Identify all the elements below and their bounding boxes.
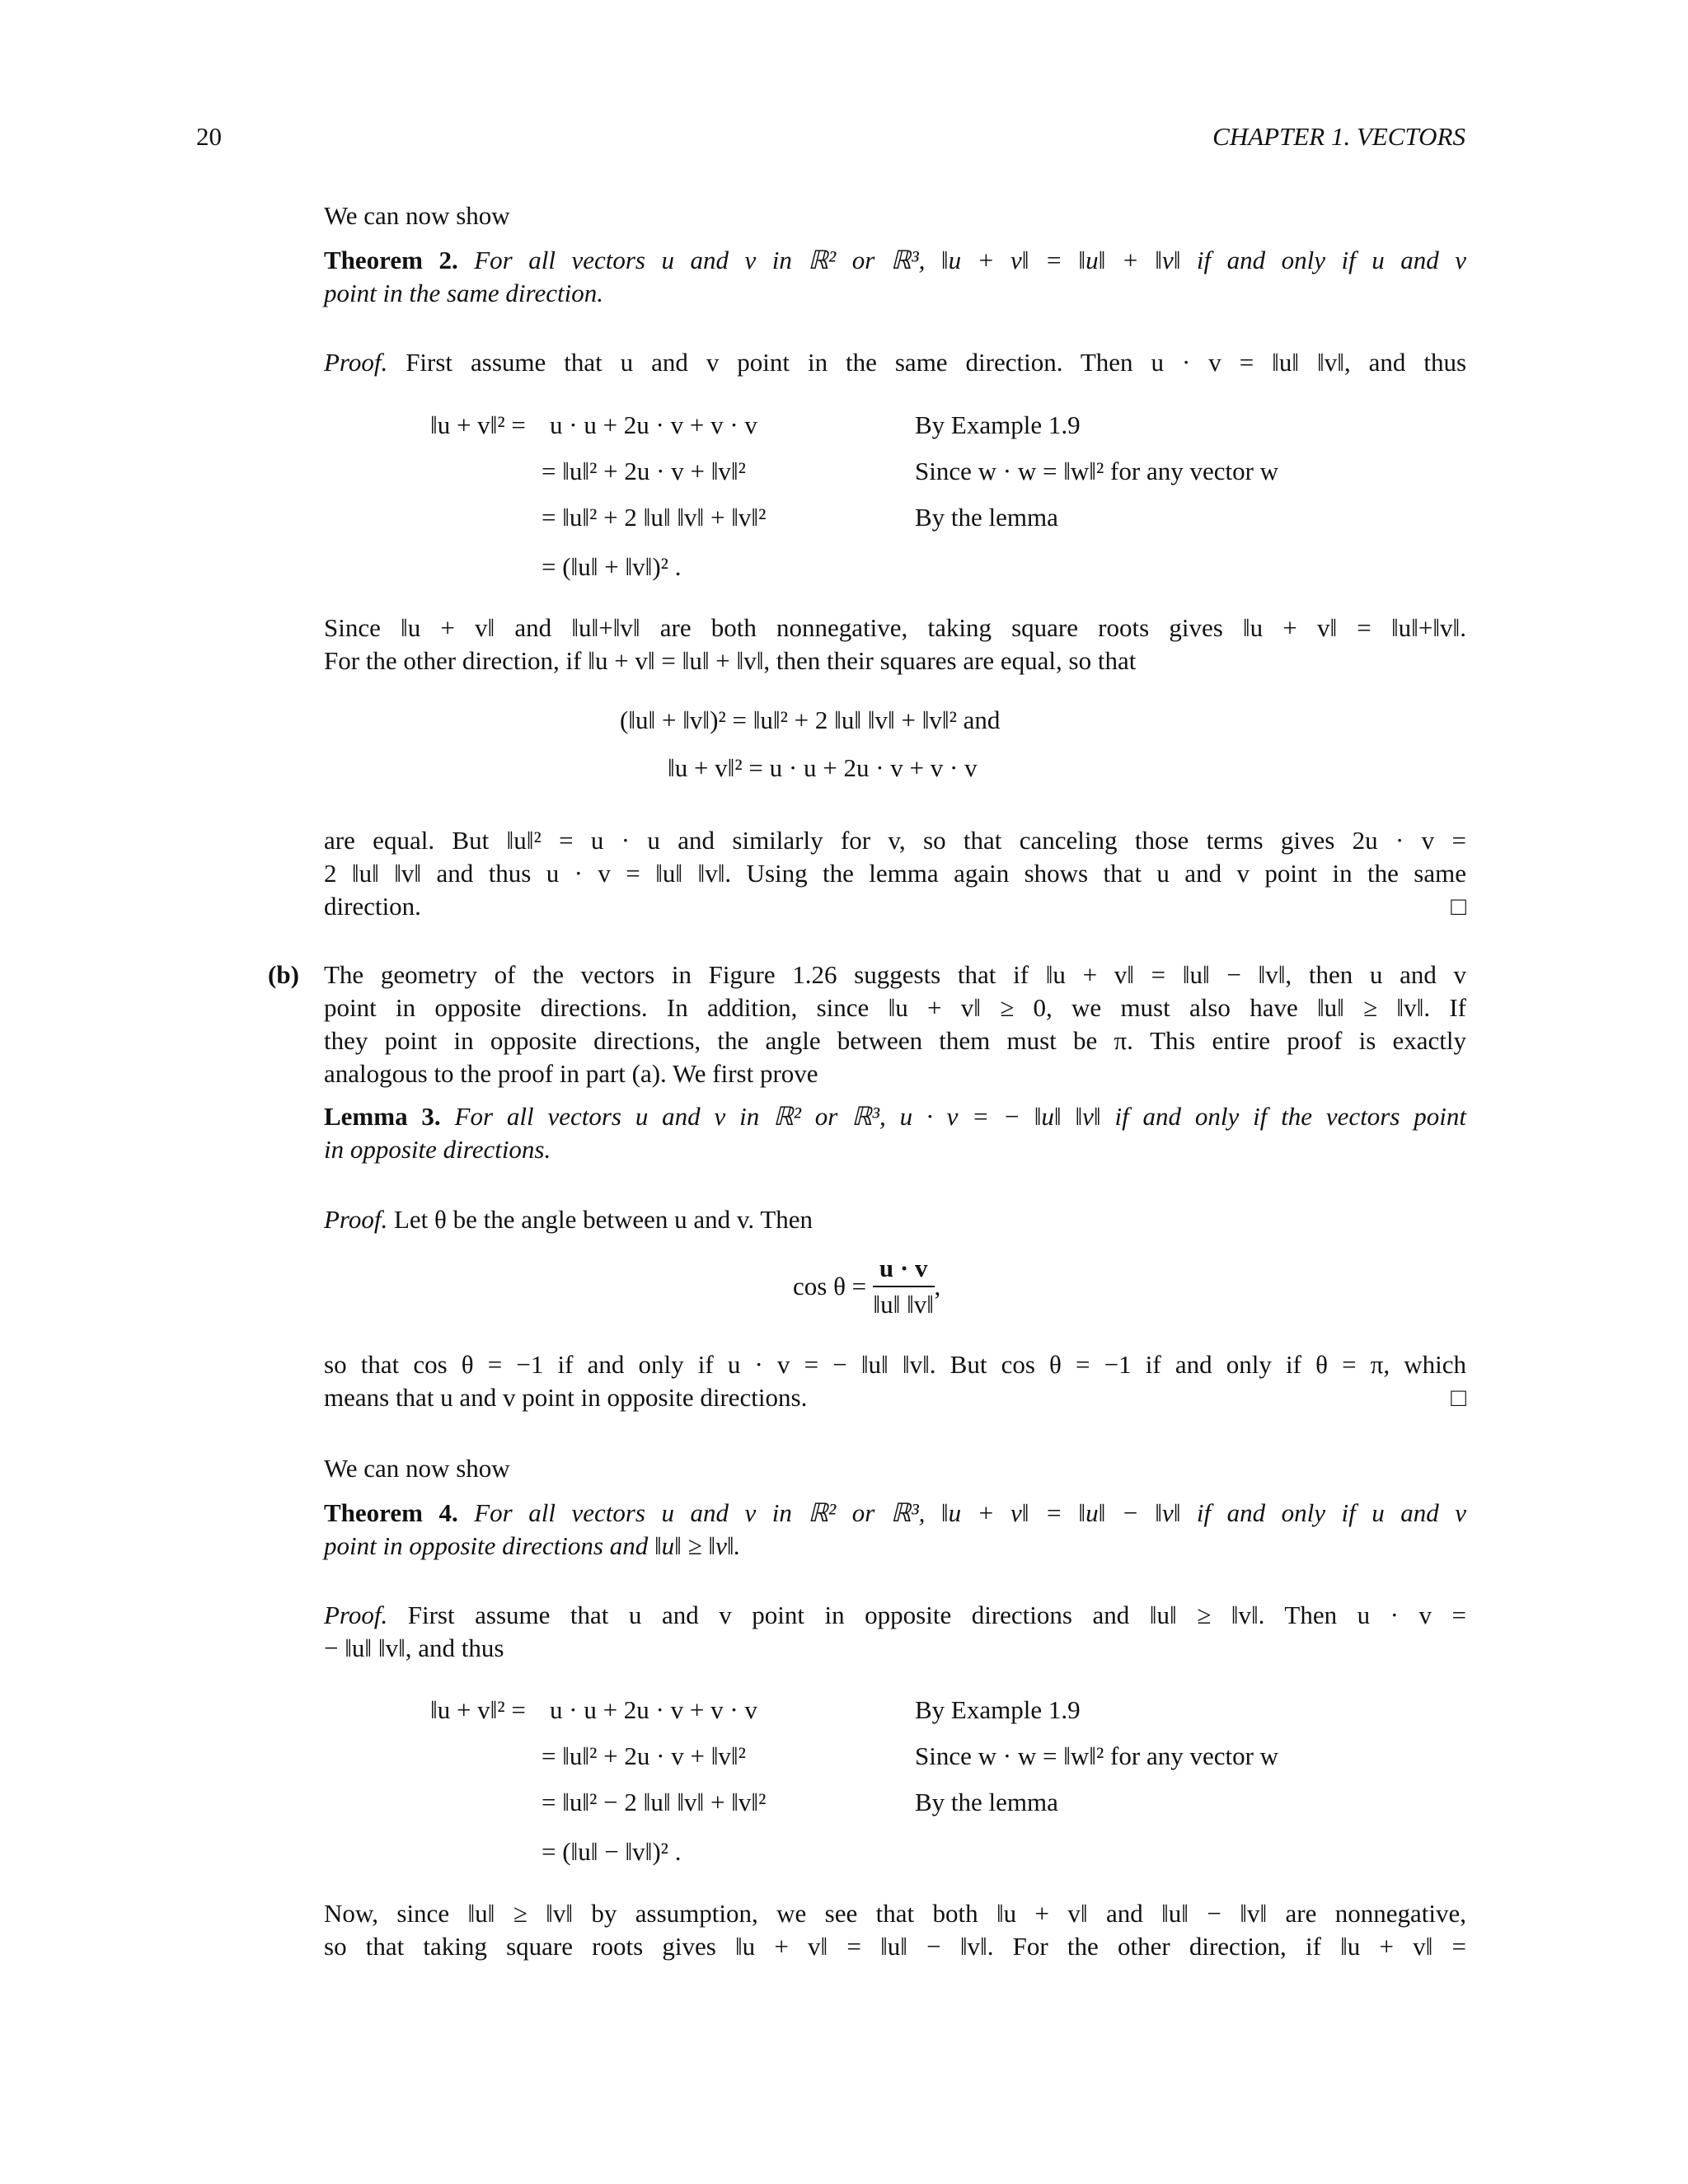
cosine-formula (793, 1253, 940, 1320)
lemma-proof-body (324, 1348, 1466, 1414)
theorem-statement-cont: point in the same direction. (324, 279, 603, 307)
derivation-rhs: = ‖u‖² + 2 ‖u‖ ‖v‖ + ‖v‖² (542, 503, 767, 532)
theorem-4 (324, 1497, 1466, 1563)
theorem-2 (324, 244, 1466, 310)
proof-paragraph (324, 824, 1466, 923)
page-header (196, 120, 1465, 157)
fraction-tail: , (934, 1272, 941, 1301)
theorem-label: Theorem 2. (324, 246, 458, 274)
proof-last-line (324, 890, 1466, 923)
derivation-reason: By the lemma (915, 1788, 1058, 1816)
derivation-reason: Since w · w = ‖w‖² for any vector w (915, 457, 1279, 485)
theorem-statement-cont: point in opposite directions and ‖u‖ ≥ ‖v‖. (324, 1531, 741, 1560)
qed-symbol: □ (1451, 1383, 1466, 1412)
lemma-3 (324, 1100, 1466, 1166)
display-equation: ‖u + v‖² = u · u + 2u · v + v · v (668, 753, 978, 782)
proof-line: Now, since ‖u‖ ≥ ‖v‖ by assumption, we see that both ‖u + v‖ and ‖u‖ − ‖v‖ are nonnegative, (324, 1899, 1466, 1928)
fraction (873, 1253, 935, 1320)
intro-text: We can now show (324, 1454, 510, 1483)
derivation-rhs: = (‖u‖ − ‖v‖)² . (542, 1837, 682, 1866)
proof-line (324, 346, 1466, 379)
proof-last-line (324, 1381, 1466, 1414)
derivation-lhs: ‖u + v‖² = (430, 1695, 526, 1724)
proof-line: are equal. But ‖u‖² = u · u and similarly for v, so that canceling those terms gives 2u · v = (324, 826, 1466, 855)
theorem-statement: For all vectors u and v in ℝ² or ℝ³, ‖u + v‖ = ‖u‖ + ‖v‖ if and only if u and v (474, 246, 1467, 274)
part-label: (b) (268, 960, 299, 989)
derivation-rhs: = ‖u‖² + 2u · v + ‖v‖² (542, 457, 746, 485)
proof-label: Proof. (324, 348, 388, 377)
proof-line: 2 ‖u‖ ‖v‖ and thus u · v = ‖u‖ ‖v‖. Using the lemma again shows that u and v point in the same (324, 859, 1466, 888)
fraction-denominator: ‖u‖ ‖v‖ (873, 1290, 934, 1319)
proof-line: − ‖u‖ ‖v‖, and thus (324, 1633, 504, 1662)
proof-label: Proof. (324, 1601, 388, 1629)
proof-text: First assume that u and v point in opposite directions and ‖u‖ ≥ ‖v‖. Then u · v = (407, 1601, 1466, 1629)
derivation-lhs: ‖u + v‖² = (430, 410, 526, 439)
proof-label: Proof. (324, 1205, 388, 1234)
lemma-label: Lemma 3. (324, 1102, 441, 1131)
fraction-numerator: u · v (873, 1253, 935, 1287)
derivation-rhs: = ‖u‖² + 2u · v + ‖v‖² (542, 1741, 746, 1770)
theorem-label: Theorem 4. (324, 1498, 458, 1527)
display-equation: (‖u‖ + ‖v‖)² = ‖u‖² + 2 ‖u‖ ‖v‖ + ‖v‖² and (620, 705, 1001, 734)
derivation-1 (430, 409, 1419, 607)
derivation-reason: Since w · w = ‖w‖² for any vector w (915, 1741, 1279, 1770)
part-b-line: they point in opposite directions, the angle between them must be π. This entire proof is exactly (324, 1026, 1466, 1055)
proof-text: direction. (324, 892, 421, 921)
proof-text: Let θ be the angle between u and v. Then (393, 1205, 814, 1234)
lemma-proof (324, 1203, 1466, 1236)
lemma-statement: For all vectors u and v in ℝ² or ℝ³, u · v = − ‖u‖ ‖v‖ if and only if the vectors point (454, 1102, 1467, 1131)
derivation-reason: By Example 1.9 (915, 410, 1081, 439)
part-b-line: analogous to the proof in part (a). We first prove (324, 1059, 818, 1088)
proof-line: For the other direction, if ‖u + v‖ = ‖u‖ + ‖v‖, then their squares are equal, so that (324, 646, 1137, 675)
proof-paragraph (324, 612, 1466, 677)
proof-4 (324, 1599, 1466, 1665)
derivation-reason: By Example 1.9 (915, 1695, 1081, 1724)
cosine-lhs: cos θ = (793, 1272, 867, 1301)
theorem-statement: For all vectors u and v in ℝ² or ℝ³, ‖u + v‖ = ‖u‖ − ‖v‖ if and only if u and v (474, 1498, 1467, 1527)
part-b-line: point in opposite directions. In addition, since ‖u + v‖ ≥ 0, we must also have ‖u‖ ≥ ‖v‖. If (324, 993, 1466, 1022)
proof-line: so that cos θ = −1 if and only if u · v = − ‖u‖ ‖v‖. But cos θ = −1 if and only if θ = π, which (324, 1350, 1466, 1379)
intro-text: We can now show (324, 201, 510, 230)
lemma-statement-cont: in opposite directions. (324, 1135, 551, 1164)
part-b-line: The geometry of the vectors in Figure 1.26 suggests that if ‖u + v‖ = ‖u‖ − ‖v‖, then u and v (324, 960, 1466, 989)
proof-line: so that taking square roots gives ‖u + v‖ = ‖u‖ − ‖v‖. For the other direction, if ‖u + v‖ = (324, 1932, 1466, 1961)
derivation-rhs: = (‖u‖ + ‖v‖)² . (542, 552, 682, 581)
derivation-reason: By the lemma (915, 503, 1058, 532)
proof-text: First assume that u and v point in the same direction. Then u · v = ‖u‖ ‖v‖, and thus (406, 348, 1467, 377)
derivation-rhs: u · u + 2u · v + v · v (550, 1695, 757, 1724)
part-b (268, 958, 1466, 1090)
qed-symbol: □ (1451, 892, 1466, 921)
proof-paragraph (324, 1897, 1466, 1963)
derivation-rhs: = ‖u‖² − 2 ‖u‖ ‖v‖ + ‖v‖² (542, 1788, 767, 1816)
proof-line: Since ‖u + v‖ and ‖u‖+‖v‖ are both nonnegative, taking square roots gives ‖u + v‖ = ‖u‖+‖v‖. (324, 613, 1466, 642)
page-number: 20 (196, 122, 222, 151)
derivation-rhs: u · u + 2u · v + v · v (550, 410, 757, 439)
proof-text: means that u and v point in opposite directions. (324, 1383, 808, 1412)
running-head: CHAPTER 1. VECTORS (1212, 122, 1465, 151)
derivation-2 (430, 1694, 1419, 1891)
